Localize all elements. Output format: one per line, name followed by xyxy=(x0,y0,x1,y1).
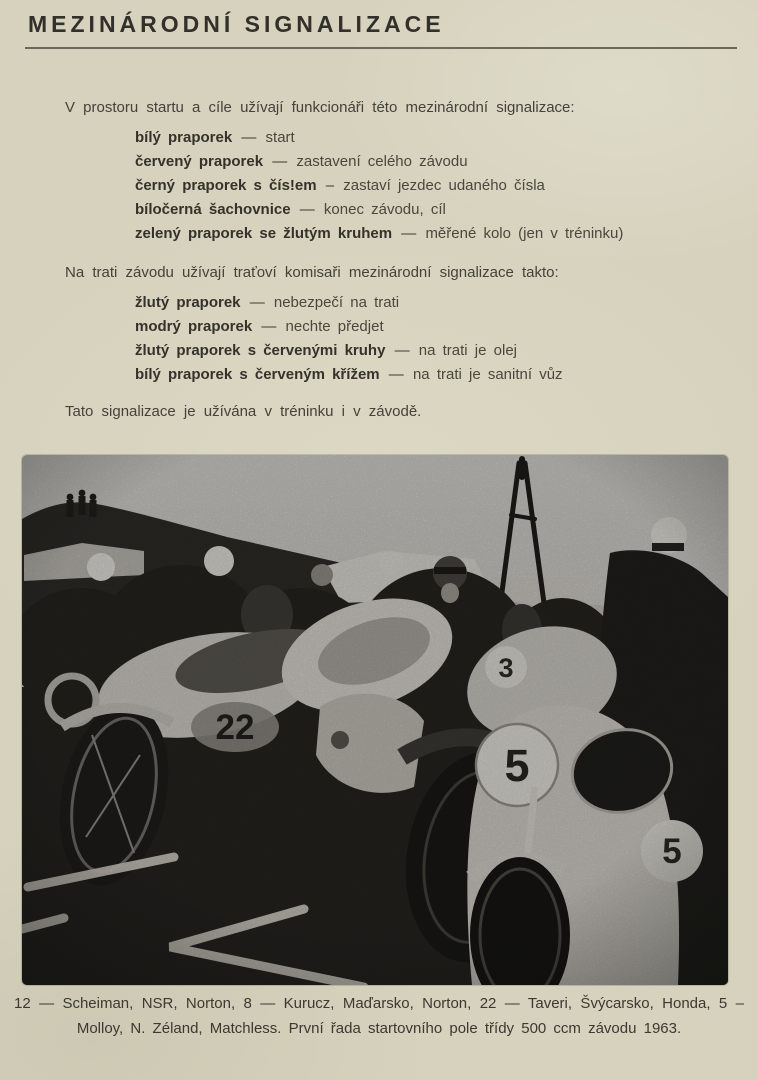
flag-description: zastavení celého závodu xyxy=(296,153,468,170)
flag-item xyxy=(135,126,623,150)
photo-caption: 12 — Scheiman, NSR, Norton, 8 — Kurucz, Maďarsko, Norton, 22 — Taveri, Švýcarsko, Honda, 5 – Molloy, N. Zéland, Matchless. První řada startovního pole třídy 500 ccm závodu 1963. xyxy=(14,995,744,1037)
flag-description: nechte předjet xyxy=(285,318,384,335)
intro-paragraph-start-finish: V prostoru startu a cíle užívají funkcionáři této mezinárodní signalizace: xyxy=(65,99,575,116)
flag-description: konec závodu, cíl xyxy=(323,201,446,218)
flag-term: červený praporek xyxy=(135,153,264,170)
flag-list-track xyxy=(135,291,563,387)
dash-separator: — xyxy=(388,366,404,383)
flag-term: zelený praporek se žlutým kruhem xyxy=(135,225,393,242)
dash-separator: — xyxy=(249,294,265,311)
flag-term: modrý praporek xyxy=(135,318,253,335)
dash-separator: — xyxy=(394,342,410,359)
flag-list-start-finish xyxy=(135,126,623,246)
flag-item xyxy=(135,222,623,246)
flag-term: bíločerná šachovnice xyxy=(135,201,291,218)
dash-separator: — xyxy=(299,201,315,218)
flag-term: bílý praporek s červeným křížem xyxy=(135,366,380,383)
flag-item xyxy=(135,339,563,363)
flag-item xyxy=(135,315,563,339)
flag-description: start xyxy=(265,129,295,146)
flag-term: černý praporek s čís!em xyxy=(135,177,317,194)
flag-item xyxy=(135,174,623,198)
intro-paragraph-track: Na trati závodu užívají traťoví komisaři mezinárodní signalizace takto: xyxy=(65,264,559,281)
title-underline xyxy=(25,47,737,49)
flag-description: na trati je sanitní vůz xyxy=(412,366,563,383)
closing-paragraph: Tato signalizace je užívána v tréninku i v závodě. xyxy=(65,403,422,420)
flag-description: nebezpečí na trati xyxy=(273,294,400,311)
vignette-overlay xyxy=(22,455,728,985)
flag-description: na trati je olej xyxy=(418,342,517,359)
flag-item xyxy=(135,198,623,222)
dash-separator: – xyxy=(325,177,335,194)
dash-separator: — xyxy=(401,225,417,242)
page-title: MEZINÁRODNÍ SIGNALIZACE xyxy=(28,11,445,37)
flag-description: měřené kolo (jen v tréninku) xyxy=(425,225,624,242)
flag-description: zastaví jezdec udaného čísla xyxy=(343,177,545,194)
flag-item xyxy=(135,291,563,315)
flag-item xyxy=(135,150,623,174)
flag-term: žlutý praporek xyxy=(135,294,241,311)
flag-term: bílý praporek xyxy=(135,129,233,146)
dash-separator: — xyxy=(241,129,257,146)
start-grid-photo xyxy=(22,455,728,985)
dash-separator: — xyxy=(272,153,288,170)
flag-item xyxy=(135,363,563,387)
dash-separator: — xyxy=(261,318,277,335)
flag-term: žlutý praporek s červenými kruhy xyxy=(135,342,386,359)
